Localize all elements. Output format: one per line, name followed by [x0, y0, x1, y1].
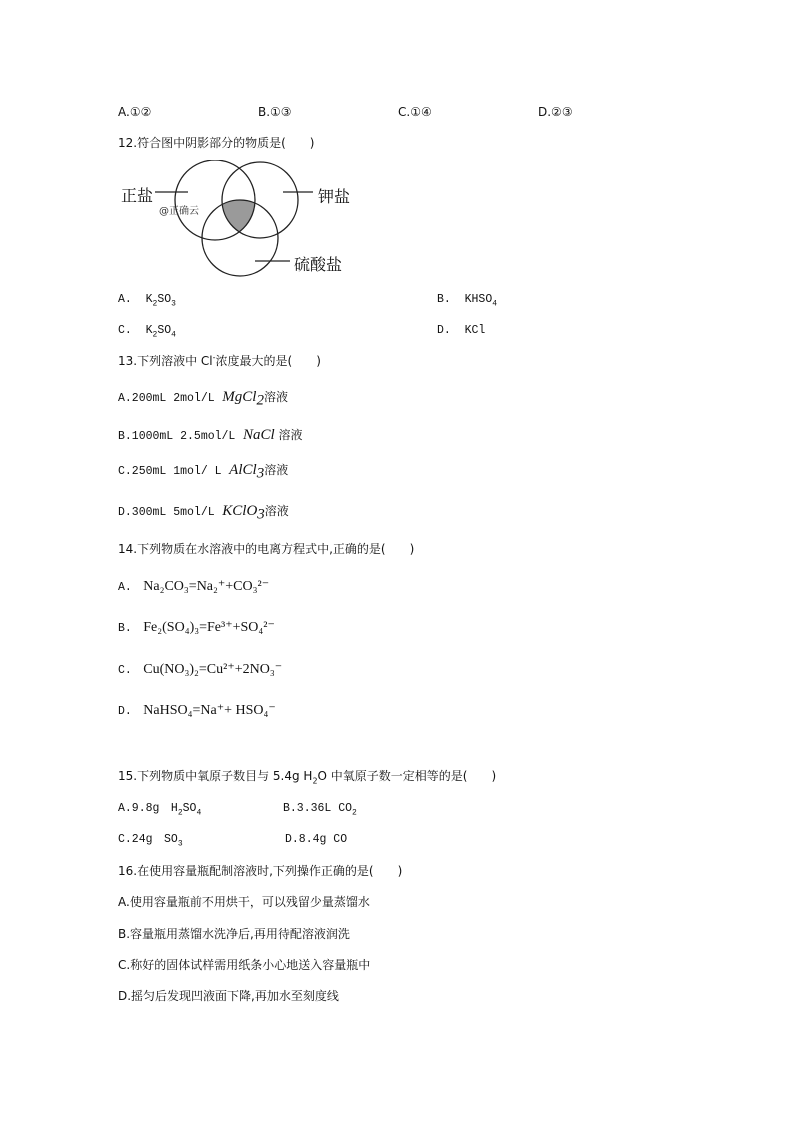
q16-option-a[interactable]: A.使用容量瓶前不用烘干，可以残留少量蒸馏水 [118, 895, 370, 909]
q13-option-a[interactable]: A.200mL 2mol/L MgCl$_2$溶液 [118, 389, 288, 409]
q11-option-b[interactable]: B.①③ [258, 105, 292, 119]
q16-option-d[interactable]: D.摇匀后发现凹液面下降,再加水至刻度线 [118, 989, 339, 1003]
q15-option-d[interactable]: D.8.4g CO [285, 833, 348, 846]
q13-stem: 13.下列溶液中 Cl-浓度最大的是( ) [118, 353, 321, 368]
q15-option-b[interactable]: B.3.36L $CO_2$ [283, 802, 357, 818]
q14-option-b[interactable]: B. Fe₂(SO₄)₃=Fe³⁺+SO₄²⁻ [118, 620, 275, 635]
q16-option-b[interactable]: B.容量瓶用蒸馏水洗净后,再用待配溶液润洗 [118, 927, 350, 941]
q11-option-c[interactable]: C.①④ [398, 105, 432, 119]
q14-stem: 14.下列物质在水溶液中的电离方程式中,正确的是( ) [118, 542, 415, 556]
q11-option-a[interactable]: A.①② [118, 105, 152, 119]
q15-option-c[interactable]: C.24g $SO_3$ [118, 833, 183, 849]
q12-stem: 12.符合图中阴影部分的物质是( ) [118, 136, 315, 150]
q16-option-c[interactable]: C.称好的固体试样需用纸条小心地送入容量瓶中 [118, 958, 371, 972]
q15-option-a[interactable]: A.9.8g $H_2SO_4$ [118, 802, 202, 818]
q14-option-d[interactable]: D. NaHSO₄=Na⁺+ HSO₄⁻ [118, 703, 276, 718]
q16-stem: 16.在使用容量瓶配制溶液时,下列操作正确的是( ) [118, 864, 403, 878]
watermark-text: @正确云 [159, 206, 199, 217]
q11-option-d[interactable]: D.②③ [538, 105, 573, 119]
q12-option-c[interactable]: C. $K_2SO_4$ [118, 324, 176, 340]
q12-option-b[interactable]: B. $KHSO_4$ [437, 293, 498, 309]
q13-option-b[interactable]: B.1000mL 2.5mol/L NaCl 溶液 [118, 427, 303, 443]
q13-option-d[interactable]: D.300mL 5mol/L KClO$_3$溶液 [118, 503, 289, 523]
q12-option-a[interactable]: A. $K_2SO_3$ [118, 293, 176, 309]
venn-label-right: 钾盐 [318, 187, 351, 206]
q14-option-a[interactable]: A. Na₂CO₃=Na₂⁺+CO₃²⁻ [118, 579, 270, 594]
q15-stem: 15.下列物质中氧原子数目与 5.4g $H_2O$ 中氧原子数一定相等的是( ) [118, 769, 497, 786]
q12-option-d[interactable]: D. KCl [437, 324, 486, 337]
q13-option-c[interactable]: C.250mL 1mol/ L AlCl$_3$溶液 [118, 462, 289, 482]
venn-label-bottom: 硫酸盐 [294, 255, 343, 274]
venn-label-left: 正盐 [121, 186, 154, 205]
q14-option-c[interactable]: C. Cu(NO₃)₂=Cu²⁺+2NO₃⁻ [118, 662, 283, 677]
